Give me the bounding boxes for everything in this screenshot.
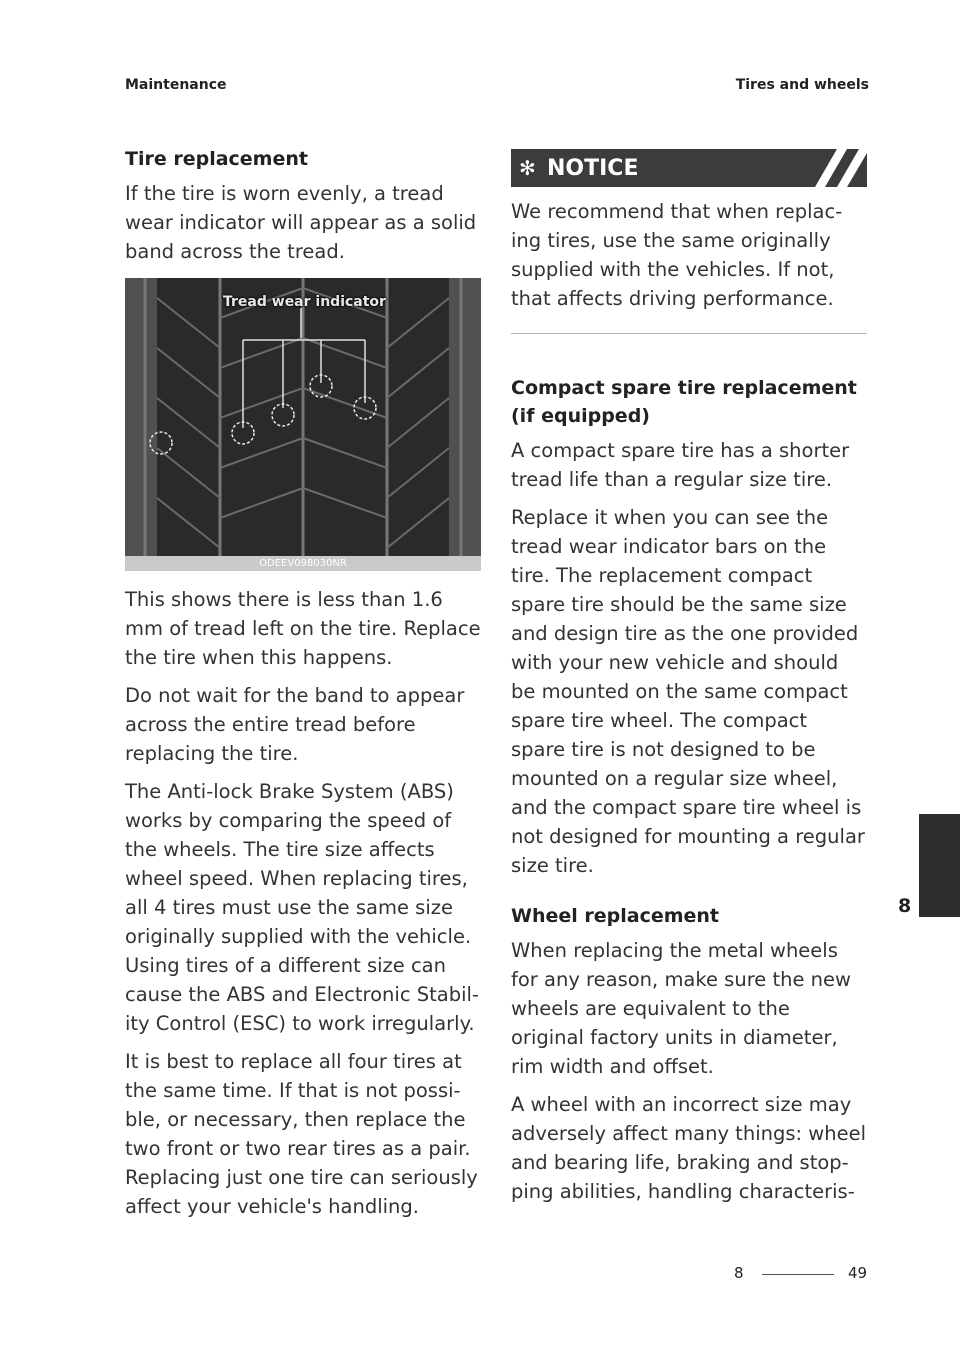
- paragraph-abs: The Anti-lock Brake System (ABS) works by comparing the speed of the wheels. The tire size affects wheel speed. When replacing tires, all 4 tires must use the same size originally supplied with the vehicle. Using tires of a different size can cause the ABS and Electronic Stabil-ity Control (ESC) to work irregularly.: [125, 780, 479, 1035]
- notice-stripes-icon: [807, 149, 867, 187]
- paragraph-compact-replace: Replace it when you can see the tread wear indicator bars on the tire. The replacement compact spare tire should be the same size and design tire as the one provided with your new vehicle and should be mounted on the same compact spare tire wheel. The compact spare tire is not designed to be mounted on a regular size wheel, and the compact spare tire wheel is not designed for mounting a regular size tire.: [511, 506, 865, 877]
- tread-wear-indicator-label: Tread wear indicator: [223, 294, 386, 310]
- paragraph-compact-shorter: A compact spare tire has a shorter tread life than a regular size tire.: [511, 439, 850, 491]
- footer-chapter-number: 8: [734, 1264, 744, 1282]
- notice-asterisk-icon: ✻: [519, 156, 536, 180]
- notice-title: NOTICE: [547, 155, 639, 181]
- notice-text: We recommend that when replac-ing tires, use the same originally supplied with the vehicles. If not, that affects driving performance.: [511, 200, 843, 310]
- footer-page-number: 49: [848, 1264, 868, 1282]
- chapter-side-tab: [919, 814, 960, 917]
- tire-replacement-heading: Tire replacement: [125, 148, 308, 170]
- figure-code: ODEEV098030NR: [125, 556, 481, 571]
- compact-spare-heading: Compact spare tire replacement (if equipped): [511, 377, 857, 427]
- running-header-chapter: Tires and wheels: [735, 77, 869, 93]
- paragraph-replace-all: It is best to replace all four tires at the same time. If that is not possi-ble, or necessary, then replace the two front or two rear tires as a pair. Replacing just one tire can seriously affect your vehicle's handling.: [125, 1050, 478, 1218]
- left-column: [125, 145, 481, 1230]
- footer-divider: [762, 1274, 834, 1275]
- notice-banner: [511, 149, 867, 187]
- paragraph-tread-left: This shows there is less than 1.6 mm of tread left on the tire. Replace the tire when this happens.: [125, 588, 481, 669]
- tire-tread-illustration: [125, 278, 481, 571]
- paragraph-wheel-incorrect: A wheel with an incorrect size may adversely affect many things: wheel and bearing life, braking and stop-ping abilities, handling characteris-: [511, 1093, 866, 1203]
- wheel-replacement-heading: Wheel replacement: [511, 905, 720, 927]
- running-header-section: Maintenance: [125, 77, 227, 93]
- chapter-side-tab-number: 8: [898, 895, 912, 917]
- tire-replacement-intro: If the tire is worn evenly, a tread wear indicator will appear as a solid band across the tread.: [125, 182, 477, 263]
- tread-wear-figure: [125, 278, 481, 571]
- notice-divider: [511, 333, 867, 334]
- paragraph-wheel-equivalent: When replacing the metal wheels for any reason, make sure the new wheels are equivalent to the original factory units in diameter, rim width and offset.: [511, 939, 851, 1078]
- right-column: [511, 145, 867, 1215]
- paragraph-do-not-wait: Do not wait for the band to appear across the entire tread before replacing the tire.: [125, 684, 465, 765]
